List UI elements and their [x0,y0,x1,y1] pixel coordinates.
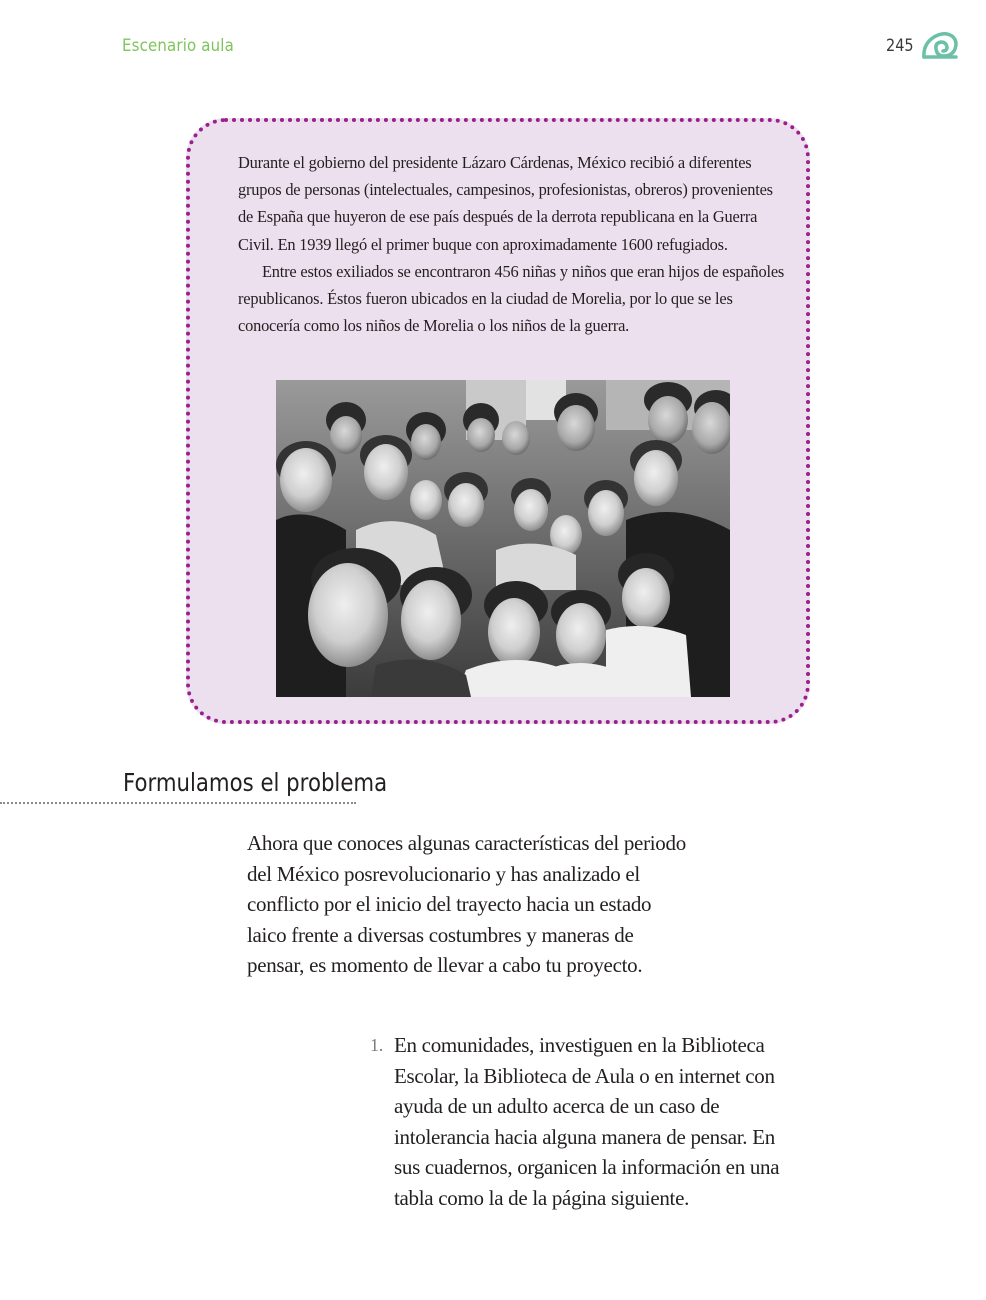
section-divider [0,802,356,804]
item-number: 1. [370,1035,383,1055]
activity-list [370,1030,790,1214]
info-box [186,118,810,724]
list-item [370,1030,790,1214]
snail-icon [922,30,958,62]
info-paragraph-1: Durante el gobierno del presidente Lázaro Cárdenas, México recibió a diferentes grupos de personas (intelectuales, campesinos, profesionistas, obreros) provenientes de España que huyeron de ese país después de la derrota republicana en la Guerra Civil. En 1939 llegó el primer buque con aproximadamente 1600 refugiados. [238,153,773,254]
item-text: En comunidades, investiguen en la Biblioteca Escolar, la Biblioteca de Aula o en internet con ayuda de un adulto acerca de un caso de intolerancia hacia alguna manera de pensar. En sus cuadernos, organicen la información en una tabla como la de la página siguiente. [394,1033,780,1210]
info-box-text [238,149,786,339]
historical-photo [276,380,730,697]
info-paragraph-2: Entre estos exiliados se encontraron 456 niñas y niños que eran hijos de españoles republicanos. Éstos fueron ubicados en la ciudad de Morelia, por lo que se les conocería como los niños de Morelia o los niños de la guerra. [238,261,785,336]
intro-paragraph: Ahora que conoces algunas características del periodo del México posrevolucionario y has analizado el conflicto por el inicio del trayecto hacia un estado laico frente a diversas costumbres y maneras de pensar, es momento de llevar a cabo tu proyecto. [247,831,686,978]
page-number: 245 [886,36,914,56]
running-head: Escenario aula [122,36,234,56]
section-title: Formulamos el problema [123,768,388,797]
